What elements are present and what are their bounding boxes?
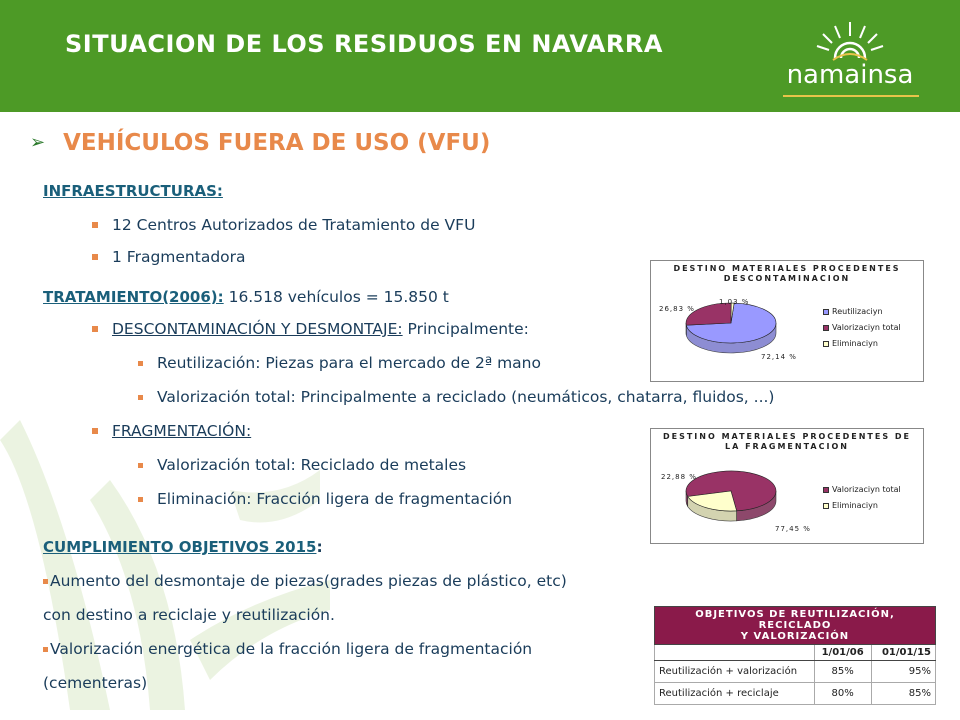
- chart-title-line: DESCONTAMINACION: [723, 274, 851, 283]
- legend-item: [823, 501, 878, 510]
- legend-swatch: [823, 503, 829, 509]
- arrow-bullet-icon: ➢: [30, 132, 46, 153]
- table-cell: Reutilización + valorización: [655, 661, 815, 683]
- legend-item: [823, 307, 883, 316]
- descont-line: DESCONTAMINACIÓN Y DESMONTAJE: Principalmente:: [92, 320, 529, 338]
- legend-label: Eliminaciyn: [832, 339, 878, 348]
- table-header-cell: 01/01/15: [871, 645, 935, 661]
- sun-icon: [775, 20, 925, 65]
- legend-label: Eliminaciyn: [832, 501, 878, 510]
- legend-label: Reutilizaciyn: [832, 307, 883, 316]
- header-bar: [0, 0, 960, 112]
- infra-heading: INFRAESTRUCTURAS:: [43, 182, 223, 200]
- namainsa-logo: [775, 20, 925, 100]
- table-cell: 85%: [871, 683, 935, 705]
- legend-swatch: [823, 309, 829, 315]
- bullet-icon: [138, 361, 143, 366]
- chart-title-line: LA FRAGMENTACION: [725, 442, 849, 451]
- chart-title-line: DESTINO MATERIALES PROCEDENTES DE: [662, 432, 911, 441]
- bullet-icon: [92, 428, 98, 434]
- table-row: [655, 661, 936, 683]
- objetivos-item: Valorización energética de la fracción ligera de fragmentación: [43, 640, 532, 658]
- table-cell: 85%: [814, 661, 871, 683]
- pie-data-label: 72,14 %: [761, 353, 797, 361]
- objetivos-line: CUMPLIMIENTO OBJETIVOS 2015:: [43, 538, 323, 556]
- pie-data-label: 22,88 %: [661, 473, 697, 481]
- objetivos-heading: CUMPLIMIENTO OBJETIVOS 2015: [43, 538, 317, 556]
- list-item: Reutilización: Piezas para el mercado de 2ª mano: [138, 354, 541, 372]
- logo-text: namainsa: [786, 60, 914, 90]
- objetivos-item-cont: con destino a reciclaje y reutilización.: [43, 606, 335, 624]
- section-heading: [30, 130, 490, 156]
- bullet-icon: [92, 254, 98, 260]
- objetivos-item: Aumento del desmontaje de piezas(grades piezas de plástico, etc): [43, 572, 567, 590]
- table-header-row: [655, 645, 936, 661]
- table-cell: 95%: [871, 661, 935, 683]
- list-item: Valorización total: Reciclado de metales: [138, 456, 466, 474]
- legend-label: Valorizaciyn total: [832, 323, 901, 332]
- bullet-icon: [92, 222, 98, 228]
- legend-swatch: [823, 487, 829, 493]
- list-item: 1 Fragmentadora: [92, 248, 246, 266]
- section-title-text: VEHÍCULOS FUERA DE USO (VFU): [63, 130, 491, 156]
- table-title: OBJETIVOS DE REUTILIZACIÓN, RECICLADO Y VALORIZACIÓN: [655, 607, 936, 645]
- chart-title-line: DESTINO MATERIALES PROCEDENTES: [673, 264, 901, 273]
- bullet-icon: [138, 497, 143, 502]
- pie-data-label: 26,83 %: [659, 305, 695, 313]
- pie-chart-fragmentacion: [650, 428, 924, 544]
- legend-label: Valorizaciyn total: [832, 485, 901, 494]
- tratamiento-heading: TRATAMIENTO(2006):: [43, 288, 224, 306]
- table-row: [655, 683, 936, 705]
- pie-data-label: 77,45 %: [775, 525, 811, 533]
- list-item: Valorización total: Principalmente a reciclado (neumáticos, chatarra, fluidos, ...): [138, 388, 774, 406]
- bullet-icon: [92, 326, 98, 332]
- logo-underline: [783, 95, 919, 97]
- table-header-cell: [655, 645, 815, 661]
- table-cell: Reutilización + reciclaje: [655, 683, 815, 705]
- tratamiento-line: [43, 288, 449, 306]
- table-header-cell: 1/01/06: [814, 645, 871, 661]
- legend-swatch: [823, 341, 829, 347]
- list-item: 12 Centros Autorizados de Tratamiento de VFU: [92, 216, 475, 234]
- bullet-icon: [43, 579, 48, 584]
- pie-chart-descontaminacion: [650, 260, 924, 382]
- legend-item: [823, 339, 878, 348]
- pie-data-label: 1,03 %: [719, 298, 750, 306]
- page-title: SITUACION DE LOS RESIDUOS EN NAVARRA: [65, 30, 663, 58]
- legend-swatch: [823, 325, 829, 331]
- legend-item: [823, 323, 901, 332]
- bullet-icon: [138, 463, 143, 468]
- tratamiento-summary: 16.518 vehículos = 15.850 t: [223, 288, 449, 306]
- objetivos-table: [654, 606, 936, 705]
- table-cell: 80%: [814, 683, 871, 705]
- bullet-icon: [43, 647, 48, 652]
- list-item: Eliminación: Fracción ligera de fragmentación: [138, 490, 512, 508]
- objetivos-item-cont: (cementeras): [43, 674, 148, 692]
- legend-item: [823, 485, 901, 494]
- bullet-icon: [138, 395, 143, 400]
- frag-line: FRAGMENTACIÓN:: [92, 422, 251, 440]
